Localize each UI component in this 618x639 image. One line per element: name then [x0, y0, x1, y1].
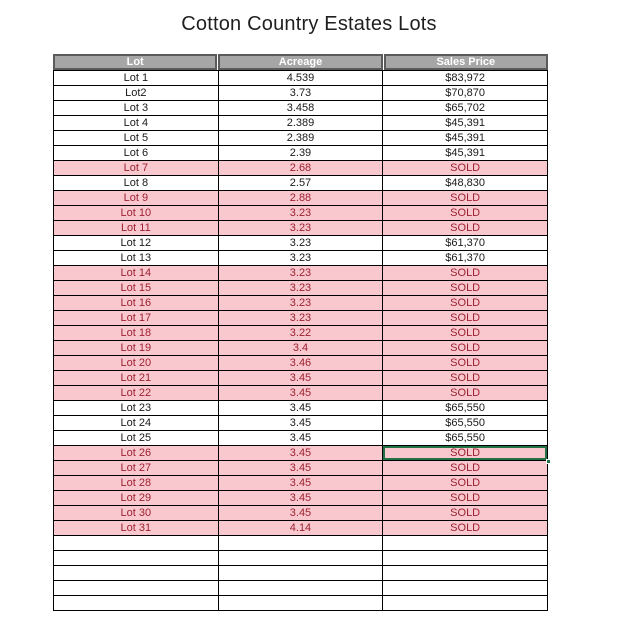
cell-lot[interactable]	[54, 506, 219, 521]
cell-acreage[interactable]	[218, 191, 383, 206]
cell-lot[interactable]	[54, 461, 219, 476]
cell-acreage[interactable]	[218, 356, 383, 371]
cell-text: $65,702	[445, 101, 486, 114]
table-row	[54, 266, 548, 281]
cell-price[interactable]	[383, 266, 548, 281]
cell-acreage[interactable]	[218, 401, 383, 416]
cell-price[interactable]	[383, 491, 548, 506]
cell-price[interactable]	[383, 416, 548, 431]
cell-text: SOLD	[450, 356, 481, 369]
cell-acreage[interactable]	[218, 371, 383, 386]
table-row	[54, 461, 548, 476]
cell-text: Lot 23	[120, 401, 152, 414]
cell-acreage[interactable]	[218, 221, 383, 236]
cell-lot[interactable]	[54, 191, 219, 206]
empty-cell[interactable]	[383, 536, 548, 551]
table-row	[54, 161, 548, 176]
cell-lot[interactable]	[54, 161, 219, 176]
cell-acreage[interactable]	[218, 461, 383, 476]
table-row	[54, 416, 548, 431]
empty-cell[interactable]	[218, 566, 383, 581]
cell-text: Lot 26	[120, 446, 152, 459]
sheet-title: Cotton Country Estates Lots	[181, 13, 437, 35]
cell-acreage[interactable]	[218, 491, 383, 506]
cell-price[interactable]	[383, 146, 548, 161]
cell-text: 3.45	[289, 401, 312, 414]
cell-lot[interactable]	[54, 251, 219, 266]
cell-price[interactable]	[383, 431, 548, 446]
cell-text: 3.45	[289, 416, 312, 429]
cell-acreage[interactable]	[218, 416, 383, 431]
cell-text: 3.23	[289, 206, 312, 219]
cell-text: $70,870	[445, 86, 486, 99]
cell-acreage[interactable]	[218, 251, 383, 266]
cell-text: 3.23	[289, 281, 312, 294]
cell-lot[interactable]	[54, 356, 219, 371]
cell-text: $65,550	[445, 431, 486, 444]
cell-text: Lot 8	[123, 176, 149, 189]
cell-lot[interactable]	[54, 311, 219, 326]
cell-lot[interactable]	[54, 206, 219, 221]
header-cell-lot[interactable]: Lot	[53, 54, 217, 70]
cell-acreage[interactable]	[218, 506, 383, 521]
header-cell-sales-price[interactable]: Sales Price	[384, 54, 548, 70]
cell-lot[interactable]	[54, 386, 219, 401]
cell-text: SOLD	[450, 281, 481, 294]
cell-text: 3.45	[289, 506, 312, 519]
table-row	[54, 176, 548, 191]
table-row	[54, 236, 548, 251]
cell-acreage[interactable]	[218, 326, 383, 341]
table-row	[54, 401, 548, 416]
cell-text: Lot 17	[120, 311, 152, 324]
cell-price[interactable]	[383, 116, 548, 131]
empty-row	[54, 566, 548, 581]
cell-acreage[interactable]	[218, 116, 383, 131]
cell-acreage[interactable]	[218, 476, 383, 491]
cell-price[interactable]	[383, 461, 548, 476]
cell-text: SOLD	[450, 476, 481, 489]
lots-table	[53, 54, 548, 611]
cell-text: 3.23	[289, 311, 312, 324]
table-body	[53, 70, 548, 611]
empty-cell[interactable]	[218, 581, 383, 596]
empty-cell[interactable]	[383, 566, 548, 581]
cell-text: SOLD	[450, 506, 481, 519]
empty-cell[interactable]	[218, 551, 383, 566]
empty-row	[54, 596, 548, 611]
cell-text: SOLD	[450, 191, 481, 204]
cell-text: Lot 30	[120, 506, 152, 519]
cell-text: 3.46	[289, 356, 312, 369]
cell-text: 2.88	[289, 191, 312, 204]
cell-text: SOLD	[450, 371, 481, 384]
cell-lot[interactable]	[54, 131, 219, 146]
cell-acreage[interactable]	[218, 161, 383, 176]
table-row	[54, 131, 548, 146]
empty-cell[interactable]	[218, 596, 383, 611]
cell-price[interactable]	[383, 296, 548, 311]
empty-cell[interactable]	[54, 536, 219, 551]
cell-text: SOLD	[450, 446, 481, 459]
selected-cell[interactable]	[383, 446, 548, 461]
cell-text: SOLD	[450, 266, 481, 279]
cell-text: Lot 20	[120, 356, 152, 369]
cell-text: 2.389	[286, 116, 315, 129]
cell-lot[interactable]	[54, 521, 219, 536]
cell-acreage[interactable]	[218, 266, 383, 281]
cell-text: 2.39	[289, 146, 312, 159]
cell-text: 3.73	[289, 86, 312, 99]
cell-price[interactable]	[383, 341, 548, 356]
empty-row	[54, 551, 548, 566]
cell-acreage[interactable]	[218, 311, 383, 326]
cell-acreage[interactable]	[218, 521, 383, 536]
cell-text: 3.23	[289, 221, 312, 234]
cell-text: 3.4	[292, 341, 309, 354]
cell-price[interactable]	[383, 86, 548, 101]
cell-price[interactable]	[383, 506, 548, 521]
cell-lot[interactable]	[54, 326, 219, 341]
cell-acreage[interactable]	[218, 446, 383, 461]
cell-lot[interactable]	[54, 221, 219, 236]
cell-text: Lot 13	[120, 251, 152, 264]
cell-lot[interactable]	[54, 416, 219, 431]
cell-text: $65,550	[445, 401, 486, 414]
cell-text: Lot 24	[120, 416, 152, 429]
cell-text: Lot 19	[120, 341, 152, 354]
cell-text: $45,391	[445, 146, 486, 159]
cell-text: 4.14	[289, 521, 312, 534]
cell-price[interactable]	[383, 521, 548, 536]
cell-price[interactable]	[383, 131, 548, 146]
table-row	[54, 221, 548, 236]
cell-price[interactable]	[383, 356, 548, 371]
cell-text: Lot 28	[120, 476, 152, 489]
empty-row	[54, 536, 548, 551]
cell-price[interactable]	[383, 476, 548, 491]
cell-text: SOLD	[450, 341, 481, 354]
cell-text: Lot 6	[123, 146, 149, 159]
empty-cell[interactable]	[383, 596, 548, 611]
cell-acreage[interactable]	[218, 86, 383, 101]
table-row	[54, 146, 548, 161]
cell-text: Lot 22	[120, 386, 152, 399]
cell-price[interactable]	[383, 161, 548, 176]
table-row	[54, 116, 548, 131]
cell-text: SOLD	[450, 221, 481, 234]
cell-acreage[interactable]	[218, 131, 383, 146]
cell-acreage[interactable]	[218, 281, 383, 296]
cell-text: Lot 29	[120, 491, 152, 504]
empty-cell[interactable]	[383, 551, 548, 566]
cell-lot[interactable]	[54, 476, 219, 491]
table-row	[54, 191, 548, 206]
table-row	[54, 341, 548, 356]
cell-price[interactable]	[383, 221, 548, 236]
cell-text: $83,972	[445, 71, 486, 84]
table-row	[54, 506, 548, 521]
table-row	[54, 101, 548, 116]
cell-text: Lot 27	[120, 461, 152, 474]
cell-text: Lot 25	[120, 431, 152, 444]
cell-text: $65,550	[445, 416, 486, 429]
cell-text: Lot 11	[120, 221, 151, 234]
cell-acreage[interactable]	[218, 296, 383, 311]
cell-text: SOLD	[450, 161, 481, 174]
cell-text: Lot 5	[123, 131, 149, 144]
table-row	[54, 86, 548, 101]
table-row	[54, 386, 548, 401]
cell-text: 3.23	[289, 266, 312, 279]
cell-lot[interactable]	[54, 116, 219, 131]
cell-acreage[interactable]	[218, 71, 383, 86]
cell-lot[interactable]	[54, 401, 219, 416]
cell-text: 3.45	[289, 446, 312, 459]
cell-text: 3.45	[289, 491, 312, 504]
table-row	[54, 206, 548, 221]
cell-text: Lot 31	[120, 521, 152, 534]
cell-text: 2.57	[289, 176, 312, 189]
cell-text: $48,830	[445, 176, 486, 189]
empty-cell[interactable]	[54, 566, 219, 581]
cell-text: Lot 4	[123, 116, 149, 129]
fill-handle[interactable]	[546, 459, 551, 464]
cell-text: 3.22	[289, 326, 312, 339]
cell-lot[interactable]	[54, 296, 219, 311]
cell-price[interactable]	[383, 206, 548, 221]
cell-text: $61,370	[445, 251, 486, 264]
cell-text: Lot 15	[120, 281, 152, 294]
cell-acreage[interactable]	[218, 386, 383, 401]
cell-text: Lot 3	[123, 101, 149, 114]
cell-price[interactable]	[383, 371, 548, 386]
cell-lot[interactable]	[54, 341, 219, 356]
table-row	[54, 356, 548, 371]
cell-text: SOLD	[450, 296, 481, 309]
table-row	[54, 521, 548, 536]
cell-lot[interactable]	[54, 236, 219, 251]
table-row	[54, 296, 548, 311]
header-cell-acreage[interactable]: Acreage	[218, 54, 382, 70]
table-row	[54, 476, 548, 491]
cell-text: SOLD	[450, 461, 481, 474]
cell-text: 3.45	[289, 386, 312, 399]
cell-text: Lot 21	[120, 371, 152, 384]
cell-text: Lot 18	[120, 326, 152, 339]
cell-price[interactable]	[383, 101, 548, 116]
table-row	[54, 326, 548, 341]
cell-text: Lot 1	[123, 71, 149, 84]
cell-acreage[interactable]	[218, 176, 383, 191]
cell-acreage[interactable]	[218, 146, 383, 161]
cell-price[interactable]	[383, 401, 548, 416]
empty-row	[54, 581, 548, 596]
cell-text: SOLD	[450, 491, 481, 504]
table-header-row	[53, 54, 548, 70]
cell-lot[interactable]	[54, 446, 219, 461]
cell-price[interactable]	[383, 176, 548, 191]
cell-text: 3.45	[289, 461, 312, 474]
cell-text: 2.68	[289, 161, 312, 174]
cell-price[interactable]	[383, 236, 548, 251]
empty-cell[interactable]	[54, 551, 219, 566]
cell-text: SOLD	[450, 386, 481, 399]
cell-price[interactable]	[383, 251, 548, 266]
cell-lot[interactable]	[54, 176, 219, 191]
cell-lot[interactable]	[54, 71, 219, 86]
cell-lot[interactable]	[54, 281, 219, 296]
cell-lot[interactable]	[54, 146, 219, 161]
cell-lot[interactable]	[54, 491, 219, 506]
table-row	[54, 251, 548, 266]
cell-text: Lot 7	[123, 161, 149, 174]
table-row	[54, 71, 548, 86]
cell-text: Lot 12	[120, 236, 152, 249]
cell-price[interactable]	[383, 326, 548, 341]
cell-price[interactable]	[383, 311, 548, 326]
table-row	[54, 491, 548, 506]
empty-cell[interactable]	[218, 536, 383, 551]
cell-text: $45,391	[445, 116, 486, 129]
cell-lot[interactable]	[54, 371, 219, 386]
cell-acreage[interactable]	[218, 206, 383, 221]
cell-text: 3.458	[286, 101, 315, 114]
cell-text: 3.45	[289, 476, 312, 489]
cell-text: 3.23	[289, 296, 312, 309]
empty-cell[interactable]	[54, 581, 219, 596]
cell-acreage[interactable]	[218, 101, 383, 116]
table-row	[54, 446, 548, 461]
cell-text: 2.389	[286, 131, 315, 144]
cell-acreage[interactable]	[218, 236, 383, 251]
cell-price[interactable]	[383, 281, 548, 296]
cell-price[interactable]	[383, 71, 548, 86]
cell-lot[interactable]	[54, 86, 219, 101]
cell-price[interactable]	[383, 386, 548, 401]
cell-lot[interactable]	[54, 101, 219, 116]
cell-text: 4.539	[286, 71, 315, 84]
cell-text: SOLD	[450, 311, 481, 324]
table-row	[54, 431, 548, 446]
cell-acreage[interactable]	[218, 431, 383, 446]
cell-text: SOLD	[450, 521, 481, 534]
cell-text: 3.23	[289, 236, 312, 249]
cell-lot[interactable]	[54, 431, 219, 446]
cell-text: 3.45	[289, 431, 312, 444]
cell-text: $61,370	[445, 236, 486, 249]
table-row	[54, 371, 548, 386]
cell-text: Lot 16	[120, 296, 152, 309]
cell-price[interactable]	[383, 191, 548, 206]
empty-cell[interactable]	[54, 596, 219, 611]
empty-cell[interactable]	[383, 581, 548, 596]
table-row	[54, 281, 548, 296]
cell-text: 3.23	[289, 251, 312, 264]
cell-lot[interactable]	[54, 266, 219, 281]
cell-text: 3.45	[289, 371, 312, 384]
cell-text: $45,391	[445, 131, 486, 144]
cell-text: SOLD	[450, 326, 481, 339]
cell-text: Lot 10	[120, 206, 152, 219]
cell-text: Lot 14	[120, 266, 152, 279]
table-row	[54, 311, 548, 326]
cell-text: Lot2	[125, 86, 147, 99]
lots-table-body	[54, 71, 548, 611]
cell-text: Lot 9	[123, 191, 149, 204]
cell-text: SOLD	[450, 206, 481, 219]
cell-acreage[interactable]	[218, 341, 383, 356]
